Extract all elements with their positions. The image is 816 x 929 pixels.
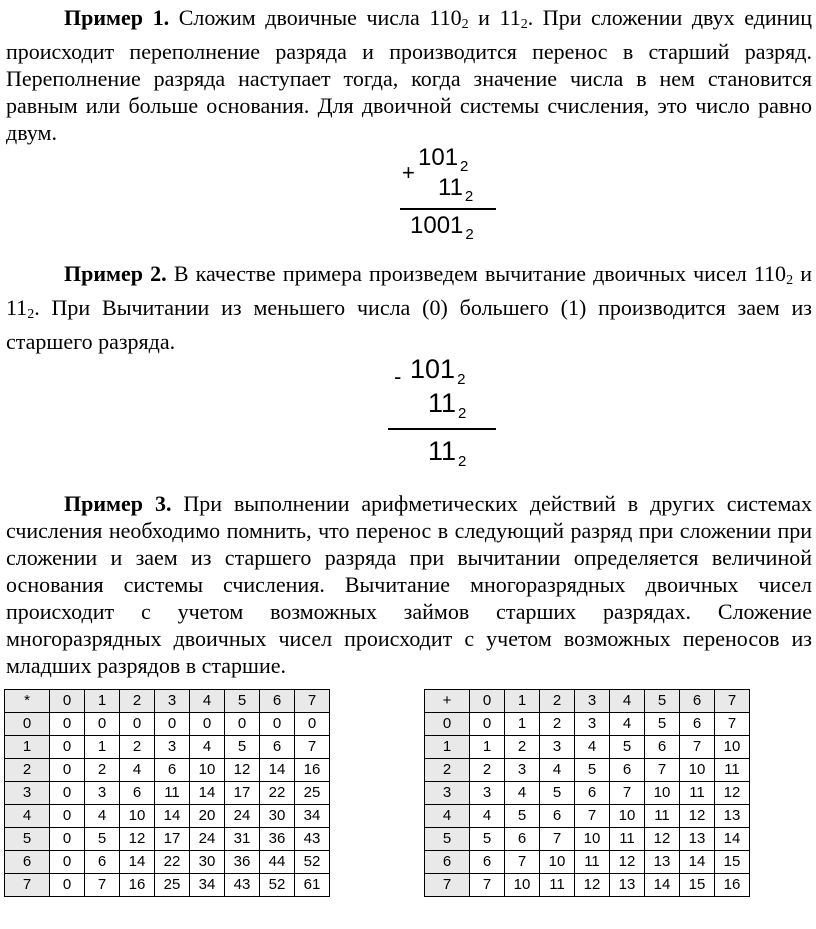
operand-1-value: 101 xyxy=(410,354,456,384)
table-cell: 7 xyxy=(715,713,750,736)
row-header-cell: 1 xyxy=(5,736,50,759)
table-cell: 14 xyxy=(190,782,225,805)
table-row xyxy=(425,851,750,874)
table-cell: 7 xyxy=(295,736,330,759)
table-cell: 14 xyxy=(680,851,715,874)
table-cell: 0 xyxy=(260,713,295,736)
subtraction-calculation xyxy=(388,352,500,470)
operand-2-value: 11 xyxy=(428,388,457,418)
table-cell: 14 xyxy=(155,805,190,828)
table-cell: 0 xyxy=(85,713,120,736)
example-2-label: Пример 2. xyxy=(64,261,167,286)
table-cell: 24 xyxy=(225,805,260,828)
table-row xyxy=(5,713,330,736)
example-2-text: и 11 xyxy=(6,261,812,320)
table-cell: 3 xyxy=(575,713,610,736)
table-cell: 10 xyxy=(610,805,645,828)
table-cell: 6 xyxy=(540,805,575,828)
row-header-cell: 7 xyxy=(5,874,50,897)
table-cell: 1 xyxy=(505,713,540,736)
table-cell: 7 xyxy=(680,736,715,759)
addition-table xyxy=(424,689,750,897)
table-cell: 0 xyxy=(470,713,505,736)
table-row xyxy=(425,805,750,828)
row-header-cell: 0 xyxy=(425,713,470,736)
operand-1 xyxy=(418,144,469,175)
table-cell: 0 xyxy=(50,805,85,828)
row-header-cell: 6 xyxy=(425,851,470,874)
base-subscript: 2 xyxy=(457,371,466,388)
table-cell: 6 xyxy=(645,736,680,759)
example-3-label: Пример 3. xyxy=(64,491,172,516)
operand-2-value: 11 xyxy=(438,174,463,201)
sum-line xyxy=(400,208,496,210)
minus-sign: - xyxy=(394,364,402,389)
header-cell: + xyxy=(425,690,470,713)
table-row xyxy=(425,782,750,805)
table-cell: 1 xyxy=(85,736,120,759)
subscript: 2 xyxy=(786,273,794,288)
table-cell: 14 xyxy=(645,874,680,897)
row-header-cell: 5 xyxy=(5,828,50,851)
table-row xyxy=(425,759,750,782)
table-cell: 10 xyxy=(190,759,225,782)
example-2-text: В качестве примера произведем вычитание двоичных чисел 110 xyxy=(166,261,787,286)
table-cell: 61 xyxy=(295,874,330,897)
table-cell: 20 xyxy=(190,805,225,828)
table-cell: 34 xyxy=(295,805,330,828)
table-cell: 5 xyxy=(470,828,505,851)
table-cell: 4 xyxy=(470,805,505,828)
table-cell: 6 xyxy=(680,713,715,736)
header-cell: 7 xyxy=(715,690,750,713)
table-cell: 13 xyxy=(680,828,715,851)
table-row xyxy=(425,828,750,851)
table-cell: 12 xyxy=(680,805,715,828)
table-cell: 10 xyxy=(540,851,575,874)
subscript: 2 xyxy=(27,307,35,322)
table-cell: 0 xyxy=(190,713,225,736)
table-cell: 36 xyxy=(225,851,260,874)
row-header-cell: 1 xyxy=(425,736,470,759)
table-cell: 7 xyxy=(505,851,540,874)
table-cell: 5 xyxy=(225,736,260,759)
table-cell: 13 xyxy=(715,805,750,828)
row-header-cell: 0 xyxy=(5,713,50,736)
table-cell: 31 xyxy=(225,828,260,851)
table-cell: 4 xyxy=(85,805,120,828)
table-cell: 2 xyxy=(540,713,575,736)
table-cell: 10 xyxy=(575,828,610,851)
table-row xyxy=(425,736,750,759)
base-subscript: 2 xyxy=(464,188,474,205)
base-subscript: 2 xyxy=(465,226,474,243)
table-cell: 2 xyxy=(470,759,505,782)
table-cell: 36 xyxy=(260,828,295,851)
example-3-paragraph xyxy=(6,490,812,679)
table-cell: 52 xyxy=(295,851,330,874)
header-cell: * xyxy=(5,690,50,713)
table-cell: 11 xyxy=(155,782,190,805)
table-cell: 3 xyxy=(540,736,575,759)
table-header-row xyxy=(5,690,330,713)
table-cell: 5 xyxy=(540,782,575,805)
table-cell: 12 xyxy=(120,828,155,851)
table-cell: 2 xyxy=(505,736,540,759)
header-cell: 2 xyxy=(540,690,575,713)
operand-1-value: 101 xyxy=(418,144,459,171)
table-cell: 25 xyxy=(155,874,190,897)
table-cell: 12 xyxy=(715,782,750,805)
table-cell: 4 xyxy=(505,782,540,805)
table-cell: 14 xyxy=(715,828,750,851)
table-cell: 0 xyxy=(225,713,260,736)
header-cell: 5 xyxy=(225,690,260,713)
table-cell: 4 xyxy=(575,736,610,759)
example-1-paragraph xyxy=(6,4,812,146)
header-cell: 4 xyxy=(190,690,225,713)
table-cell: 3 xyxy=(505,759,540,782)
table-cell: 17 xyxy=(225,782,260,805)
table-cell: 7 xyxy=(85,874,120,897)
table-cell: 11 xyxy=(540,874,575,897)
table-cell: 7 xyxy=(645,759,680,782)
header-cell: 6 xyxy=(260,690,295,713)
table-row xyxy=(5,851,330,874)
header-cell: 6 xyxy=(680,690,715,713)
table-cell: 30 xyxy=(260,805,295,828)
table-cell: 12 xyxy=(645,828,680,851)
table-cell: 6 xyxy=(610,759,645,782)
table-cell: 11 xyxy=(645,805,680,828)
table-cell: 10 xyxy=(120,805,155,828)
row-header-cell: 3 xyxy=(5,782,50,805)
table-cell: 0 xyxy=(120,713,155,736)
table-cell: 0 xyxy=(50,713,85,736)
header-cell: 1 xyxy=(505,690,540,713)
table-cell: 17 xyxy=(155,828,190,851)
table-header-row xyxy=(425,690,750,713)
table-cell: 11 xyxy=(575,851,610,874)
table-cell: 7 xyxy=(575,805,610,828)
row-header-cell: 4 xyxy=(5,805,50,828)
table-cell: 11 xyxy=(680,782,715,805)
base-subscript: 2 xyxy=(460,158,469,175)
table-cell: 10 xyxy=(715,736,750,759)
result-value: 1001 xyxy=(410,212,464,239)
table-cell: 6 xyxy=(470,851,505,874)
table-cell: 2 xyxy=(85,759,120,782)
example-3-text: При выполнении арифметических действий в других системах счисления необходимо помнить, что перенос в следующий разряд при сложении при сложении и заем из старшего разряда при вычитании определяется величиной основания системы счисления. Вычитание многоразрядных двоичных чисел происходит с учетом возможных займов старших разрядах. Сложение многоразрядных двоичных чисел происходит с учетом возможных переносов из младших разрядов в старшие. xyxy=(6,491,812,678)
header-cell: 5 xyxy=(645,690,680,713)
header-cell: 7 xyxy=(295,690,330,713)
table-cell: 16 xyxy=(295,759,330,782)
table-cell: 5 xyxy=(575,759,610,782)
table-cell: 5 xyxy=(505,805,540,828)
result xyxy=(428,436,467,470)
table-row xyxy=(425,874,750,897)
table-cell: 5 xyxy=(85,828,120,851)
subscript: 2 xyxy=(461,17,469,32)
table-cell: 5 xyxy=(610,736,645,759)
table-cell: 12 xyxy=(225,759,260,782)
table-cell: 43 xyxy=(295,828,330,851)
table-cell: 10 xyxy=(645,782,680,805)
header-cell: 4 xyxy=(610,690,645,713)
result xyxy=(410,212,474,243)
example-2-text: . При Вычитании из меньшего числа (0) большего (1) производится заем из старшего разряда. xyxy=(6,295,812,354)
table-cell: 52 xyxy=(260,874,295,897)
table-cell: 0 xyxy=(295,713,330,736)
row-header-cell: 4 xyxy=(425,805,470,828)
table-cell: 0 xyxy=(50,874,85,897)
table-cell: 43 xyxy=(225,874,260,897)
example-1-text: . При сложении двух единиц происходит переполнение разряда и производится перенос в старший разряд. Переполнение разряда наступает тогда, когда значение числа в нем становится равным или больше основания. Для двоичной системы счисления, это число равно двум. xyxy=(6,5,813,145)
addition-calculation xyxy=(398,142,508,242)
table-cell: 14 xyxy=(120,851,155,874)
header-cell: 3 xyxy=(575,690,610,713)
table-cell: 0 xyxy=(50,851,85,874)
multiplication-table xyxy=(4,689,330,897)
table-cell: 11 xyxy=(610,828,645,851)
table-cell: 10 xyxy=(680,759,715,782)
table-cell: 3 xyxy=(155,736,190,759)
operand-1 xyxy=(410,354,466,388)
header-cell: 0 xyxy=(50,690,85,713)
table-cell: 16 xyxy=(120,874,155,897)
row-header-cell: 2 xyxy=(425,759,470,782)
row-header-cell: 5 xyxy=(425,828,470,851)
table-cell: 0 xyxy=(50,736,85,759)
example-1-text: и 11 xyxy=(468,5,521,30)
table-cell: 24 xyxy=(190,828,225,851)
table-cell: 34 xyxy=(190,874,225,897)
table-row xyxy=(425,713,750,736)
operand-2 xyxy=(438,174,474,205)
example-1-text: Сложим двоичные числа 110 xyxy=(169,5,462,30)
table-cell: 6 xyxy=(120,782,155,805)
table-cell: 3 xyxy=(85,782,120,805)
table-cell: 7 xyxy=(540,828,575,851)
table-cell: 12 xyxy=(610,851,645,874)
row-header-cell: 2 xyxy=(5,759,50,782)
table-cell: 30 xyxy=(190,851,225,874)
row-header-cell: 6 xyxy=(5,851,50,874)
table-cell: 2 xyxy=(120,736,155,759)
table-cell: 22 xyxy=(155,851,190,874)
example-1-label: Пример 1. xyxy=(64,5,170,30)
table-row xyxy=(5,828,330,851)
table-row xyxy=(5,736,330,759)
table-cell: 12 xyxy=(575,874,610,897)
table-row xyxy=(5,782,330,805)
table-row xyxy=(5,874,330,897)
table-cell: 4 xyxy=(120,759,155,782)
table-cell: 22 xyxy=(260,782,295,805)
header-cell: 3 xyxy=(155,690,190,713)
table-cell: 16 xyxy=(715,874,750,897)
table-cell: 11 xyxy=(715,759,750,782)
table-cell: 6 xyxy=(260,736,295,759)
result-value: 11 xyxy=(428,436,457,466)
table-cell: 6 xyxy=(85,851,120,874)
table-cell: 10 xyxy=(505,874,540,897)
table-cell: 6 xyxy=(505,828,540,851)
row-header-cell: 7 xyxy=(425,874,470,897)
subscript: 2 xyxy=(520,17,528,32)
table-cell: 0 xyxy=(50,759,85,782)
table-cell: 4 xyxy=(610,713,645,736)
table-cell: 5 xyxy=(645,713,680,736)
table-cell: 6 xyxy=(575,782,610,805)
difference-line xyxy=(388,428,496,430)
table-cell: 0 xyxy=(50,828,85,851)
table-cell: 7 xyxy=(470,874,505,897)
table-cell: 0 xyxy=(155,713,190,736)
table-cell: 7 xyxy=(610,782,645,805)
table-cell: 13 xyxy=(645,851,680,874)
base-subscript: 2 xyxy=(458,453,467,470)
header-cell: 0 xyxy=(470,690,505,713)
table-cell: 4 xyxy=(540,759,575,782)
table-cell: 1 xyxy=(470,736,505,759)
table-cell: 15 xyxy=(715,851,750,874)
table-row xyxy=(5,759,330,782)
table-cell: 6 xyxy=(155,759,190,782)
table-cell: 44 xyxy=(260,851,295,874)
table-row xyxy=(5,805,330,828)
table-cell: 4 xyxy=(190,736,225,759)
table-cell: 14 xyxy=(260,759,295,782)
base-subscript: 2 xyxy=(458,405,467,422)
table-cell: 0 xyxy=(50,782,85,805)
header-cell: 1 xyxy=(85,690,120,713)
table-cell: 25 xyxy=(295,782,330,805)
example-2-paragraph xyxy=(6,260,812,355)
row-header-cell: 3 xyxy=(425,782,470,805)
operand-2 xyxy=(428,388,467,422)
table-cell: 13 xyxy=(610,874,645,897)
header-cell: 2 xyxy=(120,690,155,713)
plus-sign: + xyxy=(402,160,415,185)
table-cell: 3 xyxy=(470,782,505,805)
table-cell: 15 xyxy=(680,874,715,897)
